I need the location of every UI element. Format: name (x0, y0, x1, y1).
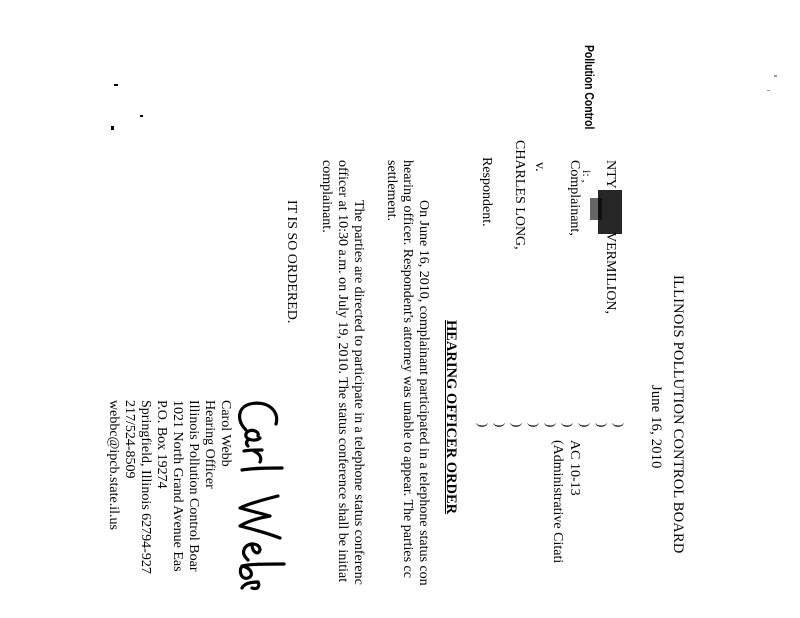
scan-speck (140, 115, 143, 117)
paragraph-1-line-3: settlement. (384, 160, 399, 222)
caption-bracket: ) (578, 423, 593, 428)
scan-speck (114, 84, 118, 86)
signer-city: Springfield, Illinois 62794-927 (138, 400, 153, 574)
caption-bracket: ) (595, 423, 610, 428)
signature-drawing (228, 396, 288, 592)
case-type: (Administrative Citati (550, 440, 565, 564)
caption-bracket: ) (612, 423, 627, 428)
paragraph-2-line-2: officer at 10:30 a.m. on July 19, 2010. The status conference shall be initiat (335, 160, 350, 583)
versus: v. (532, 162, 547, 172)
caption-bracket: ) (510, 423, 525, 428)
vermilion-text: VERMILION, (603, 232, 618, 315)
signer-agency: Illinois Pollution Control Boar (186, 400, 201, 572)
paragraph-1-line-1: On June 16, 2010, complainant participated in a telephone status con (416, 200, 431, 586)
caption-county (603, 160, 617, 189)
respondent-name: CHARLES LONG, (512, 140, 527, 250)
agency-stamp: Pollution Control (582, 45, 597, 130)
complainant-label: Complainant, (567, 160, 582, 236)
respondent-label: Respondent. (479, 157, 494, 227)
caption-bracket: ) (493, 423, 508, 428)
scan-speck (767, 90, 770, 91)
signer-email: webbc@ipcb.state.il.us (106, 400, 121, 530)
signer-street: 1021 North Grand Avenue Eas (170, 400, 185, 572)
small-mark: i: , (580, 170, 594, 183)
caption-bracket: ) (476, 423, 491, 428)
case-number: AC 10-13 (567, 440, 582, 496)
order-title: HEARING OFFICER ORDER (443, 320, 459, 515)
redaction-smudge (590, 198, 602, 220)
caption-bracket: ) (561, 423, 576, 428)
scan-speck (111, 126, 114, 130)
handwritten-signature (228, 396, 288, 592)
paragraph-2-line-3: complainant. (319, 160, 334, 233)
signer-phone: 217/524-8509 (122, 400, 137, 479)
board-name: ILLINOIS POLLUTION CONTROL BOARD (670, 275, 686, 554)
signer-name: Carol Webb (218, 400, 233, 467)
so-ordered: IT IS SO ORDERED. (284, 200, 299, 324)
scan-speck (774, 75, 777, 77)
county-fragment: NTY (603, 160, 618, 189)
caption-bracket: ) (527, 423, 542, 428)
paragraph-2-line-1: The parties are directed to participate in a telephone status conferenc (351, 200, 366, 585)
caption-bracket: ) (544, 423, 559, 428)
order-date: June 16, 2010 (648, 385, 664, 469)
signer-po-box: P.O. Box 19274 (154, 400, 169, 489)
paragraph-1-line-2: hearing officer. Respondent's attorney was unable to appear. The parties cc (400, 160, 415, 578)
signer-title: Hearing Officer (202, 400, 217, 489)
